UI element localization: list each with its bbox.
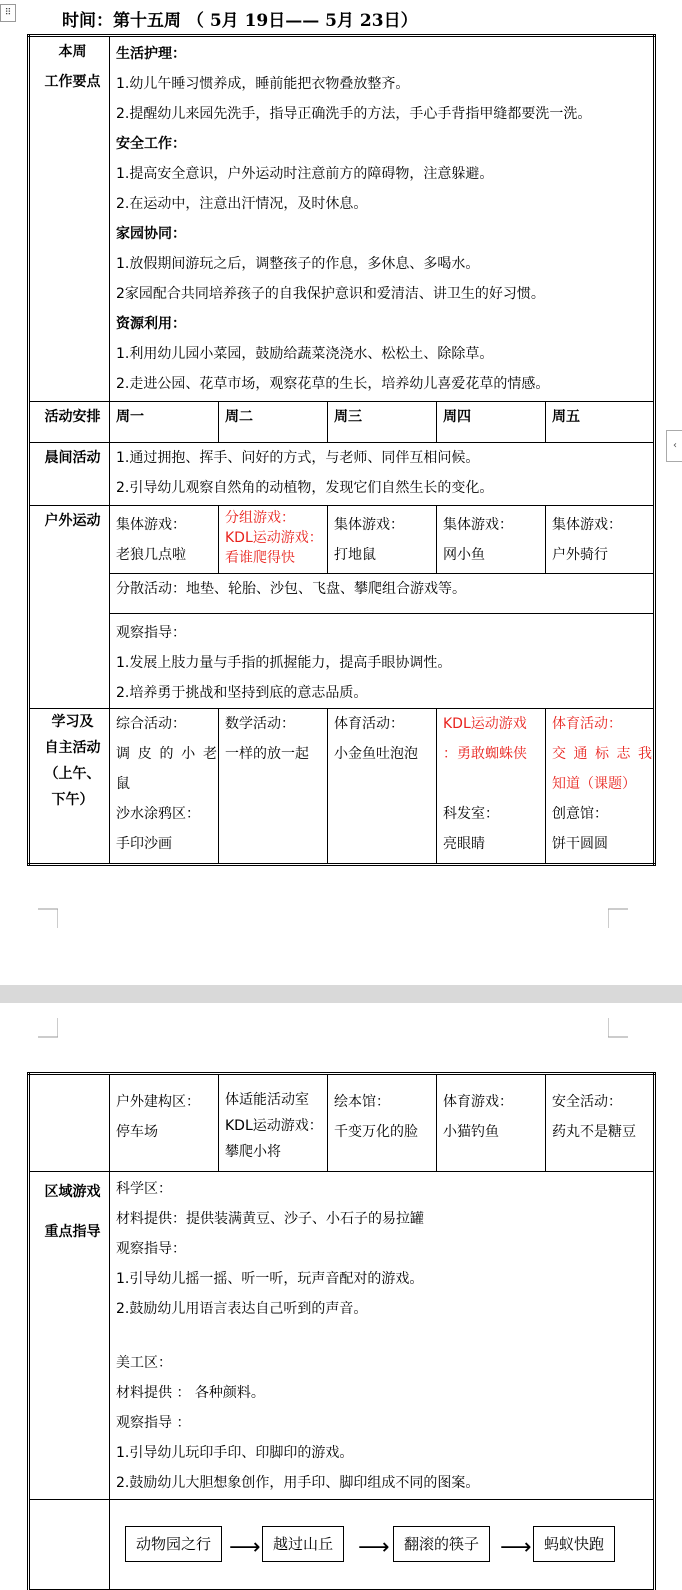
study-mon: 综合活动： 调皮的小老 鼠 沙水涂鸦区： 手印沙画	[110, 709, 219, 865]
focus-item: 2家园配合共同培养孩子的自我保护意识和爱清洁、讲卫生的好习惯。	[116, 286, 545, 302]
focus-item: 1.幼儿午睡习惯养成，睡前能把衣物叠放整齐。	[116, 76, 410, 92]
study-label: 学习及 自主活动 （上午、 下午）	[29, 709, 110, 865]
outdoor-scattered: 分散活动：地垫、轮胎、沙包、飞盘、攀爬组合游戏等。	[110, 574, 655, 614]
page-corner-mark-icon	[608, 908, 628, 928]
focus-item: 1.利用幼儿园小菜园，鼓励给蔬菜浇浇水、松松土、除除草。	[116, 346, 494, 362]
focus-item: 2.走进公园、花草市场，观察花草的生长，培养幼儿喜爱花草的情感。	[116, 376, 550, 392]
focus-item: 2.在运动中，注意出汗情况，及时休息。	[116, 196, 368, 212]
study-wed: 体育活动： 小金鱼吐泡泡	[328, 709, 437, 865]
day-header-thu: 周四	[437, 402, 546, 443]
activity-mon: 户外建构区： 停车场	[110, 1074, 219, 1172]
area-label: 区域游戏 重点指导	[29, 1172, 110, 1500]
move-handle-icon[interactable]: ⠿	[0, 4, 16, 22]
study-thu: KDL运动游戏 ：勇敢蜘蛛侠 科发室： 亮眼睛	[437, 709, 546, 865]
flow-step: 翻滚的筷子	[393, 1526, 490, 1562]
focus-content	[110, 36, 655, 402]
outdoor-fri: 集体游戏： 户外骑行	[546, 506, 655, 574]
page-corner-mark-icon	[608, 1018, 628, 1038]
day-header-wed: 周三	[328, 402, 437, 443]
focus-item: 1.放假期间游玩之后，调整孩子的作息，多休息、多喝水。	[116, 256, 480, 272]
page-corner-mark-icon	[38, 1018, 58, 1038]
section-title: 家园协同：	[116, 226, 186, 242]
outdoor-thu: 集体游戏： 网小鱼	[437, 506, 546, 574]
arrow-right-icon: ⟶	[500, 1535, 532, 1560]
day-header-fri: 周五	[546, 402, 655, 443]
outdoor-tue: 分组游戏： KDL运动游戏： 看谁爬得快	[219, 506, 328, 574]
focus-label: 本周 工作要点	[29, 36, 110, 402]
side-collapse-tab[interactable]: ‹	[666, 430, 682, 462]
section-title: 安全工作：	[116, 136, 186, 152]
area-content: 科学区： 材料提供：提供装满黄豆、沙子、小石子的易拉罐 观察指导： 1.引导幼儿摇一摇、听一听，玩声音配对的游戏。 2.鼓励幼儿用语言表达自己听到的声音。 美工区： 材料提供 ： 各种颜料。 观察指导 ： 1.引导幼儿玩印手印、印脚印的游戏。 2.鼓励幼儿大胆想象创作，用手印、脚印组成不同的图案。	[110, 1172, 655, 1500]
day-header-tue: 周二	[219, 402, 328, 443]
study-fri: 体育活动： 交通标志我 知道（课题） 创意馆： 饼干圆圆	[546, 709, 655, 865]
arrow-right-icon: ⟶	[229, 1535, 261, 1560]
blank-label-cell	[29, 1074, 110, 1172]
focus-item: 1.提高安全意识，户外运动时注意前方的障碍物，注意躲避。	[116, 166, 494, 182]
section-title: 生活护理：	[116, 46, 186, 62]
arrow-right-icon: ⟶	[358, 1535, 390, 1560]
activity-tue: 体适能活动室 KDL运动游戏： 攀爬小将	[219, 1074, 328, 1172]
outdoor-observe: 观察指导： 1.发展上肢力量与手指的抓握能力，提高手眼协调性。 2.培养勇于挑战和坚持到底的意志品质。	[110, 614, 655, 709]
activity-wed: 绘本馆： 千变万化的脸	[328, 1074, 437, 1172]
weekly-plan-table-continued	[27, 1072, 656, 1590]
study-tue: 数学活动： 一样的放一起	[219, 709, 328, 865]
outdoor-wed: 集体游戏： 打地鼠	[328, 506, 437, 574]
weekly-plan-table	[27, 34, 656, 866]
morning-content	[110, 443, 655, 506]
morning-item: 1.通过拥抱、挥手、问好的方式，与老师、同伴互相问候。	[116, 450, 480, 466]
activity-fri: 安全活动： 药丸不是糖豆	[546, 1074, 655, 1172]
schedule-label: 活动安排	[29, 402, 110, 443]
outdoor-label: 户外运动	[29, 506, 110, 709]
day-header-mon: 周一	[110, 402, 219, 443]
flow-step: 越过山丘	[262, 1526, 344, 1562]
outdoor-mon: 集体游戏： 老狼几点啦	[110, 506, 219, 574]
page-break	[0, 985, 682, 1003]
morning-label: 晨间活动	[29, 443, 110, 506]
page-corner-mark-icon	[38, 908, 58, 928]
focus-item: 2.提醒幼儿来园先洗手，指导正确洗手的方法，手心手背指甲缝都要洗一洗。	[116, 106, 592, 122]
activity-thu: 体育游戏： 小猫钓鱼	[437, 1074, 546, 1172]
section-title: 资源利用：	[116, 316, 186, 332]
flow-label-cell	[29, 1500, 110, 1590]
flow-step: 蚂蚁快跑	[533, 1526, 615, 1562]
morning-item: 2.引导幼儿观察自然角的动植物，发现它们自然生长的变化。	[116, 480, 494, 496]
page-title: 时间：第十五周 （ 5月 19日—— 5月 23日）	[62, 11, 418, 31]
flow-step: 动物园之行	[125, 1526, 222, 1562]
